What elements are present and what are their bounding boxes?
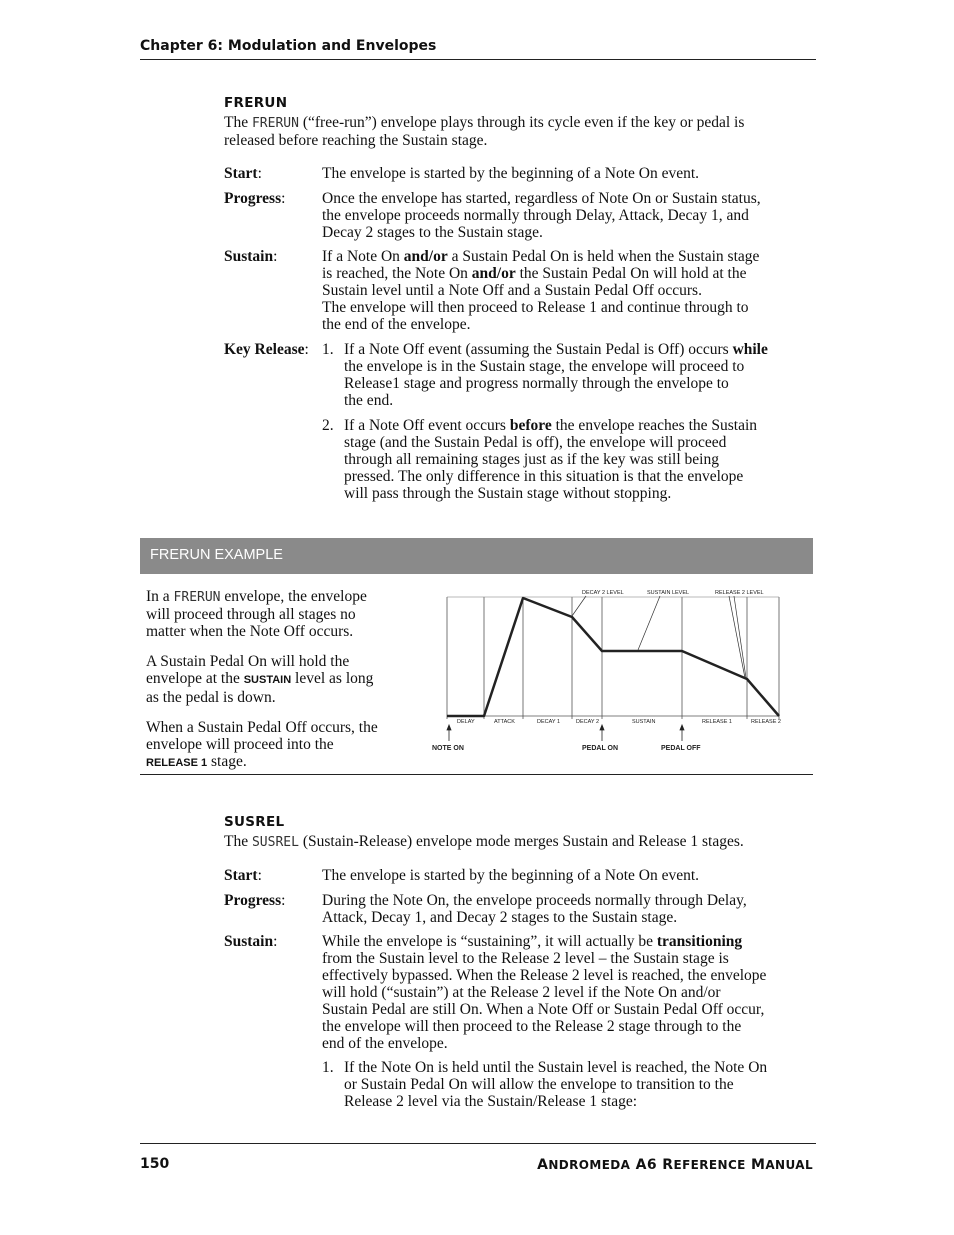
key-release-item-2: If a Note Off event occurs before the envelope reaches the Sustain stage (and the Sustain Pedal is off), the envelope will proceed through all remaining stages just as if the key was still being pressed. The only difference in this situation is that the envelope will pass through the Sustain stage without stopping. <box>344 417 758 502</box>
stage-label: SUSTAIN <box>632 719 656 725</box>
example-text: In a FRERUN envelope, the envelope will proceed through all stages no matter when the Note Off occurs. A Sustain Pedal On will hold the envelope at the SUSTAIN level as long as the pedal is down. When a Sustain Pedal Off occurs, the envelope will proceed into the RELEASE 1 stage. <box>146 588 378 770</box>
stage-label: ATTACK <box>494 719 515 725</box>
key-release-term: Key Release: <box>224 341 309 358</box>
stage-label: RELEASE 2 <box>751 719 781 725</box>
event-label: PEDAL ON <box>582 745 619 752</box>
key-release-item-1: If a Note Off event (assuming the Sustain Pedal is Off) occurs while the envelope is in the Sustain stage, the envelope will proceed to Release1 stage and progress normally through the envelope to the end. <box>344 341 768 409</box>
event-label: PEDAL OFF <box>661 745 701 752</box>
intro-text: (“free-run”) envelope plays through its cycle even if the key or pedal is <box>298 114 745 131</box>
list-number: 1. <box>322 341 334 358</box>
mode-name: FRERUN <box>173 590 221 605</box>
susrel-intro: The SUSREL (Sustain-Release) envelope mode merges Sustain and Release 1 stages. <box>224 833 744 850</box>
page-number: 150 <box>140 1156 170 1172</box>
envelope-curve <box>447 598 779 716</box>
progress-desc <box>322 190 812 241</box>
diagram-label: DECAY 2 LEVEL <box>582 590 624 596</box>
mode-name: SUSREL <box>251 835 299 850</box>
susrel-heading: SUSREL <box>224 814 285 830</box>
desc-line: the envelope proceeds normally through Delay, Attack, Decay 1, and <box>322 207 749 224</box>
list-number: 2. <box>322 417 334 434</box>
stage-label: DECAY 2 <box>576 719 600 725</box>
stage-label: RELEASE 1 <box>702 719 732 725</box>
start-term: Start: <box>224 867 262 884</box>
event-label: NOTE ON <box>432 745 464 752</box>
progress-term: Progress: <box>224 892 286 909</box>
example-rule <box>140 774 813 775</box>
sustain-term: Sustain: <box>224 248 278 265</box>
list-number: 1. <box>322 1059 334 1076</box>
footer-rule <box>140 1143 816 1144</box>
susrel-item-1: If the Note On is held until the Sustain level is reached, the Note On or Sustain Pedal On will allow the envelope to transition to the Release 2 level via the Sustain/Release 1 stage: <box>344 1059 768 1110</box>
start-term: Start: <box>224 165 262 182</box>
frerun-heading: FRERUN <box>224 95 288 111</box>
start-desc: The envelope is started by the beginning of a Note On event. <box>322 165 700 182</box>
intro-text: released before reaching the Sustain stage. <box>224 132 488 149</box>
sustain-term: Sustain: <box>224 933 278 950</box>
chapter-header: Chapter 6: Modulation and Envelopes <box>140 38 437 54</box>
mode-name: FRERUN <box>251 116 299 131</box>
start-desc: The envelope is started by the beginning of a Note On event. <box>322 867 700 884</box>
progress-term: Progress: <box>224 190 286 207</box>
stage-label: DECAY 1 <box>537 719 561 725</box>
intro-text: The <box>224 114 252 131</box>
manual-title: ANDROMEDA A6 REFERENCE MANUAL <box>537 1157 813 1173</box>
progress-desc: During the Note On, the envelope proceeds normally through Delay, Attack, Decay 1, and Decay 2 stages to the Sustain stage. <box>322 892 747 926</box>
sustain-desc: While the envelope is “sustaining”, it will actually be transitioning from the Sustain level to the Release 2 level – the Sustain stage is effectively bypassed. When the Release 2 level is reached, the envelope will hold (“sustain”) at the Release 2 level if the Note On and/or Sustain Pedal are still On. When a Note Off or Sustain Pedal Off occur, the envelope will then proceed to the Release 2 stage through to the end of the envelope. <box>322 933 767 1052</box>
stage-label: DELAY <box>457 719 475 725</box>
example-title: FRERUN EXAMPLE <box>150 547 283 563</box>
envelope-diagram <box>420 585 800 760</box>
diagram-label: SUSTAIN LEVEL <box>647 590 690 596</box>
desc-line: Decay 2 stages to the Sustain stage. <box>322 224 543 241</box>
diagram-label: RELEASE 2 LEVEL <box>715 590 764 596</box>
header-rule <box>140 59 816 60</box>
desc-line: Once the envelope has started, regardless of Note On or Sustain status, <box>322 190 761 207</box>
sustain-desc: If a Note On and/or a Sustain Pedal On is held when the Sustain stage is reached, the Note On and/or the Sustain Pedal On will hold at the Sustain level until a Note Off and a Sustain Pedal Off occurs. The envelope will then proceed to Release 1 and continue through to the end of the envelope. <box>322 248 760 333</box>
frerun-intro <box>224 114 814 149</box>
